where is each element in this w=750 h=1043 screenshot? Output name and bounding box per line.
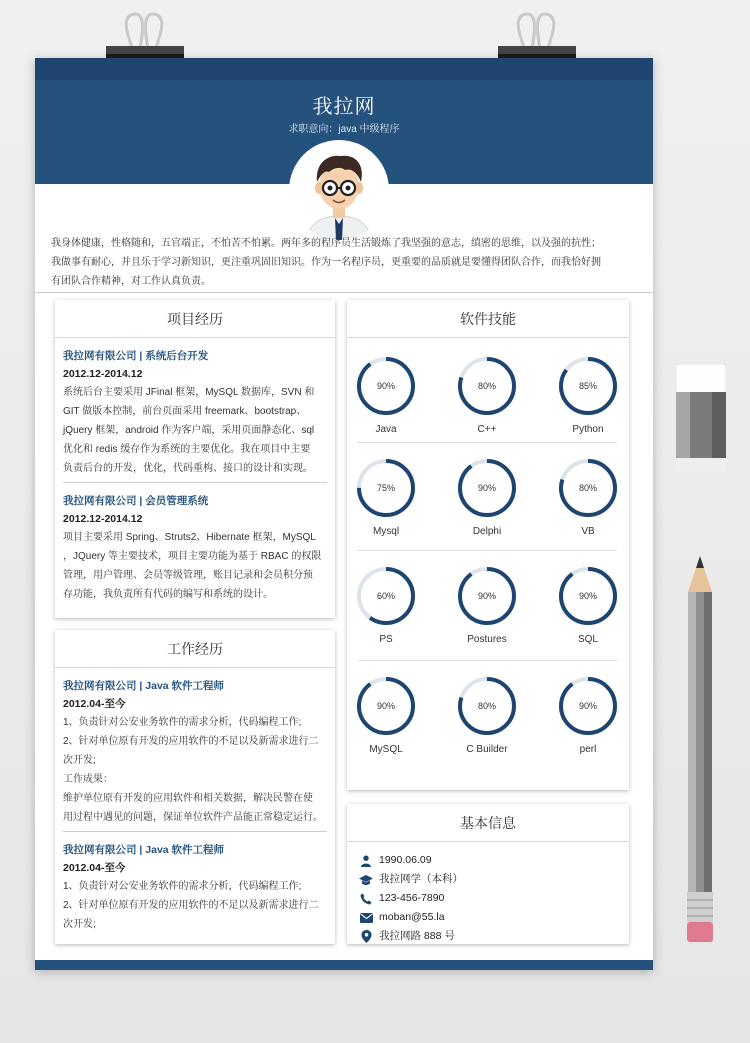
entry-date: 2012.12-2014.12 xyxy=(63,368,143,380)
avatar-illustration-icon xyxy=(289,140,389,240)
skill-percent-label: 85% xyxy=(578,381,598,391)
entry-line: 系统后台主要采用 JFinal 框架，MySQL 数据库，SVN 和 xyxy=(63,387,315,398)
info-education xyxy=(347,870,629,889)
skill-progress-ring xyxy=(556,456,620,520)
skill-percent-label: 90% xyxy=(376,701,396,711)
entry-line: 项目主要采用 Spring、Struts2、Hibernate 框架，MySQL xyxy=(63,532,316,543)
skill-percent-label: 75% xyxy=(376,483,396,493)
skill-item xyxy=(452,354,522,435)
footer-bar xyxy=(35,960,653,970)
entry-line: 次开发; xyxy=(63,919,96,930)
work-experience-card xyxy=(55,630,335,944)
job-intent: 求职意向：java 中级程序 xyxy=(288,124,400,135)
entry-line: jQuery 框架，android 作为客户端，采用页面静态化、sql xyxy=(63,425,315,436)
skill-progress-ring xyxy=(455,564,519,628)
eraser-icon xyxy=(676,364,726,470)
header-top-band xyxy=(35,58,653,80)
entry-line: 负责后台的开发，优化，代码重构、接口的设计和实现。 xyxy=(63,463,313,474)
entry-date: 2012.04-至今 xyxy=(63,698,126,710)
skill-percent-label: 80% xyxy=(477,381,497,391)
skill-name: Postures xyxy=(467,634,507,645)
mail-icon xyxy=(359,911,373,925)
skill-item xyxy=(553,354,623,435)
skill-item xyxy=(553,456,623,537)
graduation-cap-icon xyxy=(359,873,373,887)
location-pin-icon xyxy=(359,930,373,944)
skill-name: C++ xyxy=(477,424,497,435)
skill-name: Mysql xyxy=(372,526,400,537)
summary-line: 有团队合作精神，对工作认真负责。 xyxy=(51,276,211,287)
self-summary xyxy=(51,234,637,291)
skill-percent-label: 90% xyxy=(477,591,497,601)
skill-item xyxy=(351,456,421,537)
summary-divider xyxy=(35,292,653,293)
project-entry xyxy=(55,492,335,604)
skill-item xyxy=(553,564,623,645)
entry-line: 工作成果： xyxy=(63,774,113,785)
basic-info-card xyxy=(347,804,629,944)
entry-date: 2012.12-2014.12 xyxy=(63,513,143,525)
summary-line: 我身体健康，性格随和，五官端正，不怕苦不怕累。两年多的程序员生活锻炼了我坚强的意志，缜密的思维，以及强的抗性； xyxy=(51,238,601,249)
skill-item xyxy=(452,674,522,755)
skill-percent-label: 90% xyxy=(376,381,396,391)
skill-progress-ring xyxy=(556,354,620,418)
skill-name: Python xyxy=(572,424,604,435)
entry-company: 我拉网有限公司 | 会员管理系统 xyxy=(63,495,209,507)
section-title: 基本信息 xyxy=(347,804,629,842)
skill-percent-label: 90% xyxy=(578,591,598,601)
skill-progress-ring xyxy=(556,564,620,628)
pencil-icon xyxy=(686,556,714,946)
entry-divider xyxy=(63,831,327,832)
skill-progress-ring xyxy=(455,674,519,738)
skill-row-divider xyxy=(357,550,617,551)
section-title: 工作经历 xyxy=(55,630,335,668)
entry-company: 我拉网有限公司 | Java 软件工程师 xyxy=(63,680,225,692)
entry-line: 维护单位原有开发的应用软件和相关数据，解决民警在使 xyxy=(63,793,313,804)
info-text: 123-456-7890 xyxy=(379,892,445,904)
skill-name: SQL xyxy=(577,634,598,645)
entry-divider xyxy=(63,482,327,483)
work-entry xyxy=(55,677,335,827)
entry-line: 2、针对单位原有开发的应用软件的不足以及新需求进行二 xyxy=(63,736,319,747)
skill-percent-label: 60% xyxy=(376,591,396,601)
resume-paper xyxy=(35,58,653,970)
skill-name: PS xyxy=(379,634,393,645)
entry-date: 2012.04-至今 xyxy=(63,862,126,874)
skill-item xyxy=(351,564,421,645)
skill-name: perl xyxy=(579,744,597,755)
entry-line: 次开发; xyxy=(63,755,96,766)
skill-item xyxy=(452,564,522,645)
skill-row-divider xyxy=(357,442,617,443)
info-text: 我拉网学（本科） xyxy=(379,873,463,885)
candidate-name: 我拉网 xyxy=(312,96,376,118)
entry-line: ，JQuery 等主要技术，项目主要功能为基于 RBAC 的权限 xyxy=(63,551,322,562)
skill-name: MySQL xyxy=(369,744,403,755)
skill-progress-ring xyxy=(354,354,418,418)
skill-progress-ring xyxy=(455,354,519,418)
entry-line: 2、针对单位原有开发的应用软件的不足以及新需求进行二 xyxy=(63,900,319,911)
entry-line: 优化和 redis 缓存作为系统的主要优化。我在项目中主要 xyxy=(63,444,311,455)
skill-percent-label: 90% xyxy=(477,483,497,493)
skill-row-divider xyxy=(357,660,617,661)
skill-percent-label: 90% xyxy=(578,701,598,711)
section-title: 项目经历 xyxy=(55,300,335,338)
skill-item xyxy=(452,456,522,537)
skill-progress-ring xyxy=(455,456,519,520)
info-text: moban@55.la xyxy=(379,911,445,923)
entry-line: 管理，用户管理、会员等级管理，账目记录和会员积分预 xyxy=(63,570,313,581)
project-entry xyxy=(55,347,335,478)
info-birthday xyxy=(347,851,629,870)
info-address xyxy=(347,927,629,946)
entry-line: 用过程中遇见的问题，保证单位软件产品能正常稳定运行。 xyxy=(63,812,323,823)
skill-progress-ring xyxy=(556,674,620,738)
info-text: 1990.06.09 xyxy=(379,854,432,866)
section-title: 软件技能 xyxy=(347,300,629,338)
entry-line: 1、负责针对公安业务软件的需求分析，代码编程工作; xyxy=(63,881,302,892)
entry-line: 1、负责针对公安业务软件的需求分析，代码编程工作; xyxy=(63,717,302,728)
skill-progress-ring xyxy=(354,456,418,520)
skill-percent-label: 80% xyxy=(477,701,497,711)
work-entry xyxy=(55,841,335,934)
entry-company: 我拉网有限公司 | 系统后台开发 xyxy=(63,350,209,362)
skill-percent-label: 80% xyxy=(578,483,598,493)
entry-line: 存功能，我负责所有代码的编写和系统的设计。 xyxy=(63,589,273,600)
skill-item xyxy=(351,674,421,755)
info-email xyxy=(347,908,629,927)
avatar xyxy=(289,140,389,240)
skill-item xyxy=(351,354,421,435)
skill-name: Delphi xyxy=(472,526,502,537)
skill-name: VB xyxy=(581,526,595,537)
summary-line: 我做事有耐心，并且乐于学习新知识，更注重巩固旧知识。作为一名程序员，更重要的品质就是要懂得团队合作，而我恰好拥 xyxy=(51,257,601,268)
phone-icon xyxy=(359,892,373,906)
info-text: 我拉网路 888 号 xyxy=(379,930,455,942)
skill-item xyxy=(553,674,623,755)
skill-progress-ring xyxy=(354,674,418,738)
skill-progress-ring xyxy=(354,564,418,628)
skill-name: Java xyxy=(375,424,397,435)
basic-info-list xyxy=(347,842,629,946)
software-skills-card xyxy=(347,300,629,790)
skills-grid xyxy=(347,338,629,788)
person-icon xyxy=(359,854,373,868)
info-phone xyxy=(347,889,629,908)
entry-line: GIT 做版本控制，前台页面采用 freemark、bootstrap、 xyxy=(63,406,307,417)
entry-company: 我拉网有限公司 | Java 软件工程师 xyxy=(63,844,225,856)
project-experience-card xyxy=(55,300,335,618)
skill-name: C Builder xyxy=(466,744,508,755)
